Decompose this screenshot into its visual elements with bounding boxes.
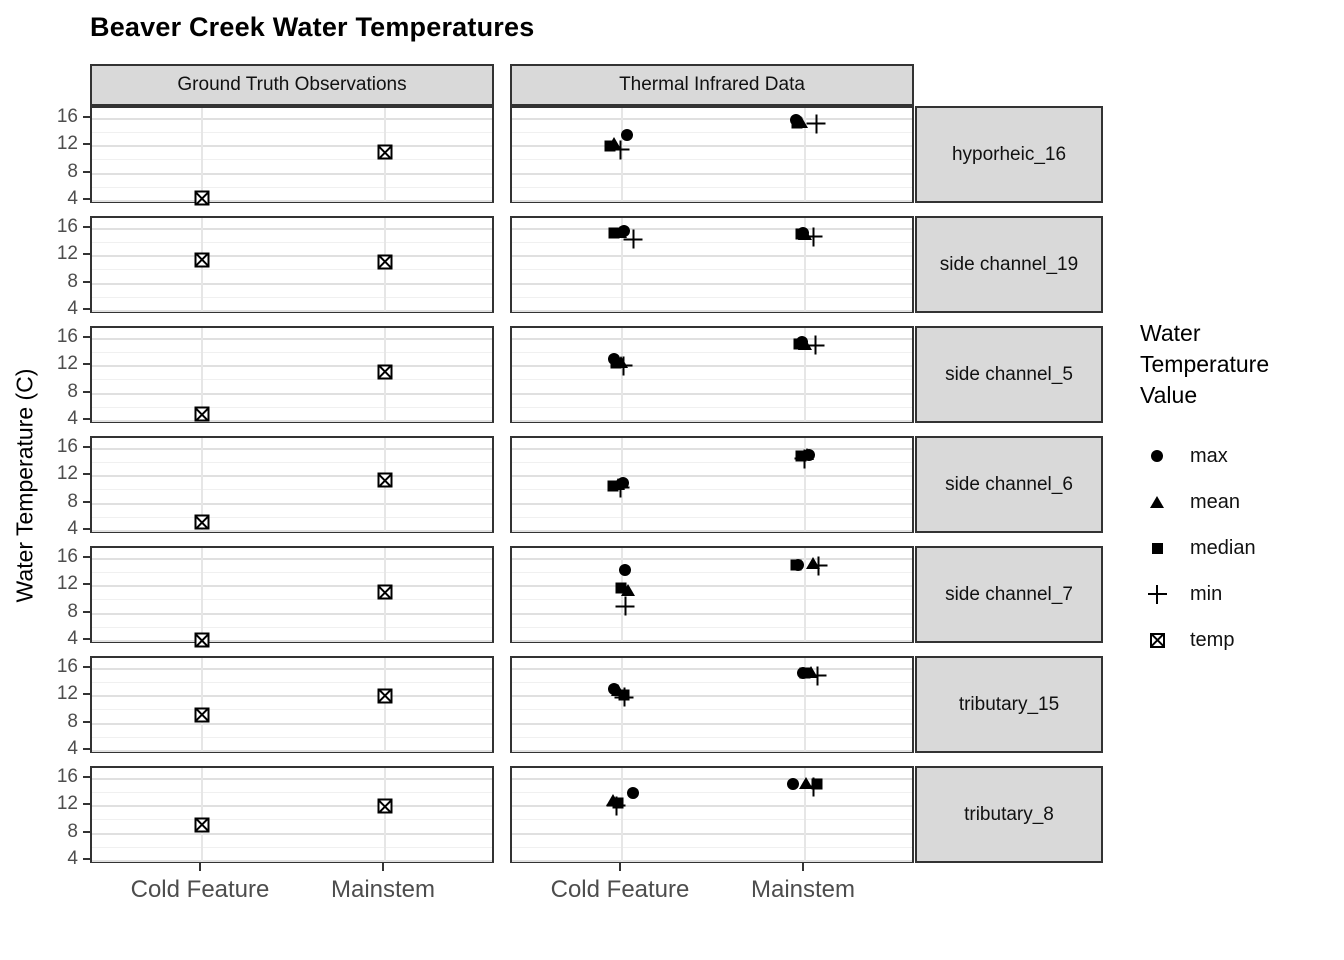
gridline-major [512, 558, 912, 560]
gridline-major [92, 420, 492, 422]
y-tick-label: 8 [67, 270, 78, 292]
y-tick-label: 12 [56, 243, 78, 265]
x-tick-mark [382, 863, 384, 871]
gridline-major [92, 613, 492, 615]
gridline-major [92, 200, 492, 202]
data-point-temp [378, 688, 393, 703]
y-tick-mark [83, 446, 90, 448]
y-tick-mark [83, 583, 90, 585]
gridline-minor [92, 352, 492, 353]
y-tick-mark [83, 171, 90, 173]
gridline-minor [92, 407, 492, 408]
data-point-temp [195, 707, 210, 722]
data-point-max [787, 778, 799, 790]
gridline-category [384, 768, 386, 861]
gridline-major [512, 118, 912, 120]
gridline-major [512, 530, 912, 532]
gridline-minor [512, 379, 912, 380]
legend-item-label: mean [1190, 490, 1241, 513]
gridline-category [201, 108, 203, 201]
legend-item-temp [1140, 617, 1330, 663]
y-tick-label: 16 [56, 326, 78, 347]
y-tick-label: 8 [67, 490, 78, 512]
gridline-minor [512, 242, 912, 243]
gridline-major [92, 640, 492, 642]
legend-item-label: median [1190, 536, 1256, 559]
gridline-major [512, 695, 912, 697]
gridline-minor [92, 737, 492, 738]
mean-symbol-icon [1140, 491, 1174, 513]
data-point-temp [195, 252, 210, 267]
gridline-major [92, 860, 492, 862]
y-tick-label: 4 [67, 847, 78, 869]
y-tick-label: 12 [56, 573, 78, 595]
gridline-major [92, 503, 492, 505]
y-tick-label: 4 [67, 297, 78, 319]
data-point-min [616, 597, 635, 616]
gridline-minor [92, 599, 492, 600]
gridline-minor [92, 187, 492, 188]
data-point-max [792, 559, 804, 571]
gridline-major [512, 393, 912, 395]
gridline-minor [92, 132, 492, 133]
gridline-major [92, 475, 492, 477]
x-axis-label: Cold Feature [130, 876, 270, 903]
gridline-major [512, 805, 912, 807]
gridline-minor [512, 819, 912, 820]
chart-title: Beaver Creek Water Temperatures [90, 12, 535, 42]
column-facet-strip: Thermal Infrared Data [510, 64, 914, 106]
x-axis-label: Mainstem [330, 876, 436, 903]
gridline-major [512, 475, 912, 477]
data-point-temp [378, 585, 393, 600]
gridline-major [512, 668, 912, 670]
gridline-major [92, 228, 492, 230]
y-tick-mark [83, 721, 90, 723]
data-point-min [795, 449, 814, 468]
gridline-major [512, 585, 912, 587]
gridline-major [92, 283, 492, 285]
y-tick-mark [83, 638, 90, 640]
x-tick-mark [619, 863, 621, 871]
facet-panel [90, 546, 494, 643]
x-tick-mark [802, 863, 804, 871]
data-point-min [804, 777, 823, 796]
gridline-minor [92, 462, 492, 463]
gridline-major [92, 695, 492, 697]
data-point-temp [195, 407, 210, 422]
gridline-major [512, 338, 912, 340]
gridline-minor [512, 572, 912, 573]
gridline-minor [512, 462, 912, 463]
y-tick-label: 16 [56, 216, 78, 237]
data-point-temp [378, 473, 393, 488]
gridline-minor [512, 847, 912, 848]
row-facet-strip: side channel_5 [915, 326, 1103, 423]
gridline-minor [512, 297, 912, 298]
circle-icon [1151, 450, 1163, 462]
gridline-minor [92, 709, 492, 710]
gridline-major [512, 833, 912, 835]
gridline-major [92, 255, 492, 257]
gridline-major [512, 750, 912, 752]
facet-panel [90, 656, 494, 753]
gridline-category [201, 548, 203, 641]
gridline-minor [92, 297, 492, 298]
data-point-temp [378, 364, 393, 379]
gridline-major [92, 805, 492, 807]
gridline-major [92, 310, 492, 312]
y-tick-label: 8 [67, 380, 78, 402]
gridline-major [512, 723, 912, 725]
y-tick-mark [83, 528, 90, 530]
gridline-major [92, 448, 492, 450]
data-point-mean [621, 584, 635, 596]
legend-item-label: max [1190, 444, 1228, 467]
legend-item-mean [1140, 479, 1330, 525]
gridline-category [201, 658, 203, 751]
column-facet-strip: Ground Truth Observations [90, 64, 494, 106]
gridline-minor [92, 847, 492, 848]
y-tick-mark [83, 473, 90, 475]
gridline-minor [512, 159, 912, 160]
row-facet-strip: side channel_6 [915, 436, 1103, 533]
y-tick-label: 16 [56, 106, 78, 127]
data-point-max [627, 787, 639, 799]
legend-item-median [1140, 525, 1330, 571]
gridline-minor [512, 407, 912, 408]
gridline-major [512, 145, 912, 147]
gridline-minor [512, 709, 912, 710]
gridline-minor [92, 159, 492, 160]
gridline-category [201, 768, 203, 861]
y-tick-label: 12 [56, 353, 78, 375]
y-tick-label: 4 [67, 627, 78, 649]
facet-panel [510, 656, 914, 753]
gridline-major [512, 778, 912, 780]
gridline-minor [512, 627, 912, 628]
facet-panel [90, 436, 494, 533]
facet-panel [90, 106, 494, 203]
gridline-major [92, 145, 492, 147]
y-tick-mark [83, 253, 90, 255]
gridline-minor [92, 572, 492, 573]
x-axis-label: Mainstem [750, 876, 856, 903]
data-point-min [806, 336, 825, 355]
row-facet-strip: side channel_19 [915, 216, 1103, 313]
data-point-min [804, 227, 823, 246]
y-tick-label: 8 [67, 820, 78, 842]
gridline-minor [512, 187, 912, 188]
y-tick-label: 8 [67, 710, 78, 732]
gridline-major [512, 365, 912, 367]
y-tick-mark [83, 116, 90, 118]
gridline-major [512, 173, 912, 175]
y-axis-title: Water Temperature (C) [11, 368, 38, 603]
gridline-major [512, 255, 912, 257]
gridline-major [92, 365, 492, 367]
row-facet-strip: hyporheic_16 [915, 106, 1103, 203]
y-tick-label: 4 [67, 517, 78, 539]
gridline-minor [512, 489, 912, 490]
facet-panel [90, 326, 494, 423]
temp-symbol-icon [1140, 629, 1174, 651]
y-tick-mark [83, 336, 90, 338]
gridline-major [92, 118, 492, 120]
gridline-minor [512, 792, 912, 793]
data-point-min [808, 666, 827, 685]
gridline-minor [92, 379, 492, 380]
facet-panel [90, 216, 494, 313]
y-tick-mark [83, 693, 90, 695]
legend-title: Water Temperature Value [1140, 320, 1270, 408]
median-symbol-icon [1140, 537, 1174, 559]
data-point-max [621, 129, 633, 141]
data-point-temp [378, 145, 393, 160]
data-point-min [611, 478, 630, 497]
gridline-major [512, 283, 912, 285]
y-tick-mark [83, 831, 90, 833]
max-symbol-icon [1140, 445, 1174, 467]
gridline-minor [92, 627, 492, 628]
data-point-temp [195, 817, 210, 832]
y-tick-label: 8 [67, 600, 78, 622]
y-tick-mark [83, 858, 90, 860]
y-tick-label: 12 [56, 133, 78, 155]
data-point-temp [195, 191, 210, 206]
facet-panel [510, 436, 914, 533]
gridline-major [512, 420, 912, 422]
gridline-major [512, 310, 912, 312]
y-tick-mark [83, 391, 90, 393]
row-facet-strip: tributary_15 [915, 656, 1103, 753]
gridline-minor [512, 599, 912, 600]
min-symbol-icon [1140, 583, 1174, 605]
data-point-min [611, 140, 630, 159]
y-tick-label: 4 [67, 407, 78, 429]
plus-icon [1148, 585, 1167, 604]
y-tick-label: 16 [56, 436, 78, 457]
legend [1140, 318, 1330, 663]
y-tick-mark [83, 501, 90, 503]
y-tick-mark [83, 308, 90, 310]
square-icon [1152, 543, 1163, 554]
row-facet-strip: tributary_8 [915, 766, 1103, 863]
data-point-min [607, 796, 626, 815]
legend-item-label: min [1190, 582, 1223, 605]
facet-panel [510, 106, 914, 203]
gridline-major [92, 750, 492, 752]
data-point-temp [378, 799, 393, 814]
y-tick-mark [83, 281, 90, 283]
facet-panel [510, 546, 914, 643]
gridline-major [512, 200, 912, 202]
y-tick-label: 4 [67, 737, 78, 759]
y-tick-label: 12 [56, 683, 78, 705]
gridline-major [92, 833, 492, 835]
gridline-minor [512, 517, 912, 518]
y-tick-mark [83, 556, 90, 558]
y-tick-label: 12 [56, 793, 78, 815]
gridline-minor [92, 269, 492, 270]
boxed-x-icon [1150, 633, 1165, 648]
gridline-major [92, 530, 492, 532]
data-point-min [615, 688, 634, 707]
legend-item-min [1140, 571, 1330, 617]
data-point-min [614, 356, 633, 375]
gridline-major [92, 723, 492, 725]
gridline-minor [92, 517, 492, 518]
gridline-minor [512, 269, 912, 270]
legend-item-max [1140, 433, 1330, 479]
y-tick-mark [83, 611, 90, 613]
x-axis-label: Cold Feature [550, 876, 690, 903]
gridline-major [92, 668, 492, 670]
y-tick-label: 16 [56, 546, 78, 567]
gridline-major [92, 778, 492, 780]
gridline-category [384, 658, 386, 751]
gridline-major [92, 585, 492, 587]
gridline-major [512, 860, 912, 862]
gridline-minor [92, 792, 492, 793]
gridline-minor [92, 819, 492, 820]
gridline-major [512, 640, 912, 642]
gridline-major [512, 613, 912, 615]
gridline-major [512, 503, 912, 505]
gridline-major [92, 558, 492, 560]
y-tick-mark [83, 748, 90, 750]
facet-panel [510, 766, 914, 863]
data-point-max [619, 564, 631, 576]
facet-panel [510, 326, 914, 423]
y-tick-label: 12 [56, 463, 78, 485]
gridline-major [512, 228, 912, 230]
y-tick-label: 16 [56, 656, 78, 677]
gridline-major [92, 338, 492, 340]
y-tick-mark [83, 776, 90, 778]
y-tick-mark [83, 803, 90, 805]
gridline-minor [92, 489, 492, 490]
gridline-major [92, 173, 492, 175]
legend-items [1140, 433, 1330, 663]
y-tick-label: 16 [56, 766, 78, 787]
x-tick-mark [199, 863, 201, 871]
triangle-icon [1150, 496, 1164, 508]
gridline-minor [512, 682, 912, 683]
facet-panel [510, 216, 914, 313]
y-tick-mark [83, 198, 90, 200]
gridline-minor [92, 682, 492, 683]
y-tick-mark [83, 226, 90, 228]
gridline-minor [512, 132, 912, 133]
data-point-temp [378, 254, 393, 269]
y-tick-mark [83, 363, 90, 365]
y-tick-mark [83, 418, 90, 420]
gridline-major [512, 448, 912, 450]
data-point-temp [195, 633, 210, 648]
facet-panel [90, 766, 494, 863]
y-tick-mark [83, 666, 90, 668]
data-point-min [807, 114, 826, 133]
y-tick-mark [83, 143, 90, 145]
data-point-min [809, 556, 828, 575]
gridline-major [92, 393, 492, 395]
data-point-temp [195, 515, 210, 530]
gridline-minor [512, 737, 912, 738]
y-tick-label: 8 [67, 160, 78, 182]
legend-item-label: temp [1190, 628, 1235, 651]
data-point-min [624, 230, 643, 249]
row-facet-strip: side channel_7 [915, 546, 1103, 643]
gridline-minor [512, 352, 912, 353]
gridline-minor [92, 242, 492, 243]
y-tick-label: 4 [67, 187, 78, 209]
